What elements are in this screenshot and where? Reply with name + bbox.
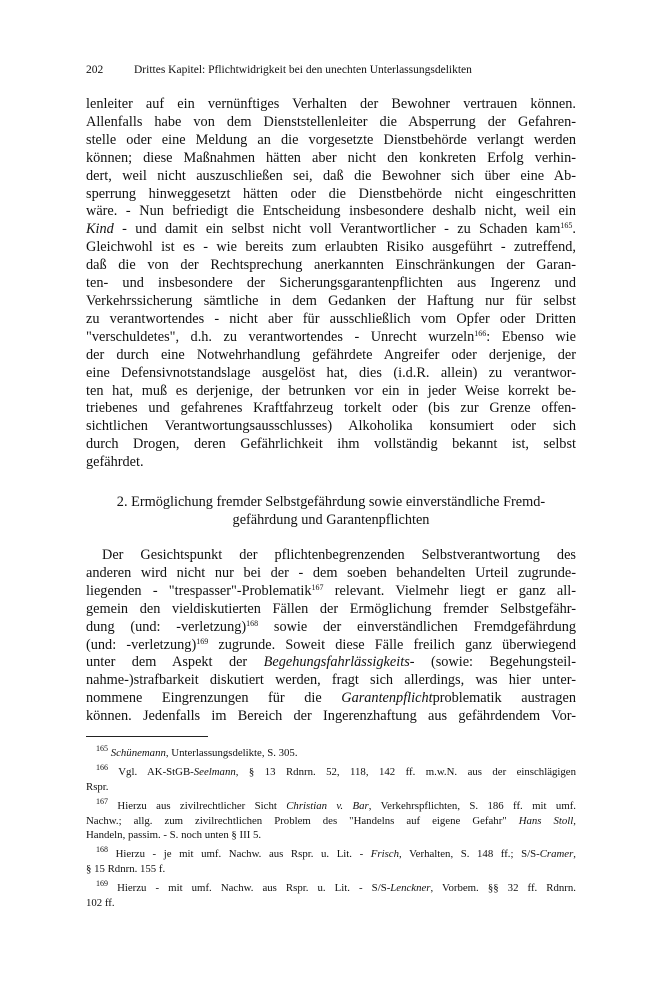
text-line (86, 637, 576, 655)
footnote-author: Schünemann (110, 747, 166, 759)
section-heading (86, 494, 576, 530)
text-line: ten- und insbesondere der Sicherungsgarantenpflichten aus Ingerenz und (86, 275, 576, 292)
text-span: . (572, 221, 576, 238)
footnote-ref-167[interactable]: 167 (311, 582, 324, 592)
text-line (86, 221, 576, 239)
footnote-line: Handeln, passim. - S. noch unten § III 5. (86, 829, 262, 842)
running-header (86, 64, 576, 76)
footnote-166 (86, 765, 576, 794)
text-span: (und: -verletzung) (86, 636, 197, 653)
text-line: Gleichwohl ist es - wie bereits zum erlaubten Risiko ausgeführt - zutreffend, (86, 239, 576, 256)
text-line: Allenfalls habe von dem Dienststellenleiter die Absperrung der Gefahren- (86, 113, 576, 130)
footnote-author: Lenckner (390, 882, 431, 895)
footnote-line: 102 ff. (86, 896, 115, 909)
footnote-text: Nachw.; allg. zum zivilrechtlichen Problem des "Handelns auf eigene Gefahr" (86, 814, 519, 827)
text-span: (sowie: Begehungsteil- (414, 654, 577, 671)
footnote-text: , Vorbem. §§ 32 ff. Rdnrn. (430, 882, 577, 895)
footnote-author: Cramer (539, 848, 574, 861)
text-line: der durch eine Notwehrhandlung gefährdete Angreifer oder derjenige, der (86, 346, 576, 363)
text-line (86, 654, 576, 672)
text-line: stelle oder eine Meldung an die vorgesetzte Dienstbehörde verlangt werden (86, 131, 576, 148)
footnote-author: Seelmann (193, 766, 236, 779)
footnote-line: Rspr. (86, 780, 109, 793)
footnote-number: 168 (96, 845, 108, 855)
text-line: sichtlichen Verantwortungsausschlusses) Alkoholika konsumiert oder sich (86, 418, 576, 435)
text-line: zu verantwortendes - nicht aber für ausschließlich vom Opfer oder Dritten (86, 310, 576, 327)
text-line: können; diese Maßnahmen hätten aber nicht den konkreten Erfolg verhin- (86, 149, 576, 166)
emphasis-kind: Kind (86, 221, 114, 238)
text-span: - und damit ein selbst nicht voll Verantwortlicher - zu Schaden kam (113, 221, 561, 238)
text-line: wäre. - Nun befriedigt die Entscheidung insbesondere deshalb nicht, weil ein (86, 203, 576, 220)
footnote-text: , Verkehrspflichten, S. 186 ff. mit umf. (368, 800, 577, 813)
footnote-text: Hierzu - je mit umf. Nachw. aus Rspr. u. Lit. - (115, 848, 371, 861)
text-line: lenleiter auf ein vernünftiges Verhalten der Bewohner vertrauen können. (86, 96, 576, 112)
text-line: ten hat, muß es derjenige, der betrunken vor ein in jeder Weise korrekt be- (86, 382, 576, 399)
footnote-169 (86, 881, 576, 910)
body-paragraph-2 (86, 547, 576, 726)
text-span: zugrunde. Soweit diese Fälle freilich ganz überwiegend (208, 636, 576, 653)
text-span: nommene Eingrenzungen für die (86, 690, 342, 707)
text-line (86, 583, 576, 601)
text-line: dert, weil nicht auszuschließen sei, daß die Bewohner sich über eine Ab- (86, 167, 576, 184)
footnote-text: , Unterlassungsdelikte, S. 305. (165, 747, 298, 759)
text-line: sperrung hinweggesetzt hätten oder die Dienstbehörde nicht eingeschritten (86, 185, 576, 202)
footnote-divider (86, 736, 208, 737)
footnote-number: 165 (96, 744, 108, 753)
emphasis-begehung: Begehungsfahrlässigkeits- (263, 654, 415, 671)
footnote-text: Vgl. AK-StGB- (118, 766, 194, 779)
text-span: problematik austragen (432, 690, 577, 707)
footnote-line (86, 746, 576, 760)
text-line: Der Gesichtspunkt der pflichtenbegrenzenden Selbstverantwortung des (102, 547, 576, 563)
footnote-ref-169[interactable]: 169 (196, 636, 209, 646)
footnote-168 (86, 847, 576, 876)
text-span: liegenden - "trespasser"-Problematik (86, 582, 312, 599)
footnote-text: , (573, 814, 576, 827)
footnote-text: , (573, 848, 576, 861)
footnote-line: § 15 Rdnrn. 155 f. (86, 862, 166, 875)
body-paragraph-1 (86, 96, 576, 472)
text-span: "verschuldetes", d.h. zu verantwortendes - Unrecht wurzeln (86, 328, 475, 345)
running-title: Drittes Kapitel: Pflichtwidrigkeit bei den unechten Unterlassungsdelikten (134, 64, 472, 76)
text-line: daß die von der Rechtsprechung anerkannten Einschränkungen der Garan- (86, 257, 576, 274)
text-line: nahme-)strafbarkeit diskutiert werden, fragt sich allerdings, was hier unter- (86, 672, 576, 689)
footnote-text: , Verhalten, S. 148 ff.; S/S- (398, 848, 540, 861)
footnote-ref-166[interactable]: 166 (474, 328, 487, 338)
footnote-line (86, 765, 576, 779)
text-span: dung (und: -verletzung) (86, 618, 247, 635)
footnotes (86, 746, 576, 915)
footnote-167 (86, 799, 576, 842)
text-line: durch Drogen, deren Gefährlichkeit ihm vollständig bekannt ist, selbst (86, 436, 576, 453)
footnote-number: 166 (96, 763, 108, 773)
footnote-ref-168[interactable]: 168 (246, 618, 259, 628)
text-line (86, 619, 576, 637)
text-line: gefährdet. (86, 454, 144, 471)
text-line: eine Defensivnotstandslage ausgelöst hat, dies (i.d.R. allein) zu verantwor- (86, 364, 576, 381)
heading-line: 2. Ermöglichung fremder Selbstgefährdung sowie einverständliche Fremd- (116, 494, 546, 510)
footnote-number: 169 (96, 879, 108, 889)
footnote-text: Hierzu aus zivilrechtlicher Sicht (117, 800, 287, 813)
footnote-line (86, 814, 576, 828)
footnote-author: Christian v. Bar (286, 800, 369, 813)
footnote-line (86, 881, 576, 895)
text-line (86, 329, 576, 347)
page-number: 202 (86, 64, 104, 76)
footnote-165 (86, 746, 576, 760)
text-span: relevant. Vielmehr liegt er ganz all- (323, 582, 576, 599)
footnote-text: Hierzu - mit umf. Nachw. aus Rspr. u. Lit. - S/S- (117, 882, 391, 895)
footnote-text: , § 13 Rdnrn. 52, 118, 142 ff. m.w.N. aus der einschlägigen (235, 766, 576, 779)
footnote-author: Frisch (370, 848, 399, 861)
text-span: sowie der einverständlichen Fremdgefährdung (258, 618, 577, 635)
text-line: Verkehrssicherung sämtliche in dem Gedanken der Haftung nur für selbst (86, 292, 576, 309)
heading-line: gefährdung und Garantenpflichten (232, 511, 430, 528)
text-span: unter dem Aspekt der (86, 654, 264, 671)
text-line: triebenes und gefahrenes Kraftfahrzeug torkelt oder (bis zur Grenze offen- (86, 400, 576, 417)
text-line (86, 690, 576, 708)
text-span: : Ebenso wie (486, 328, 576, 345)
footnote-author: Hans Stoll (518, 814, 574, 827)
text-line: anderen wird nicht nur bei der - dem soeben behandelten Urteil zugrunde- (86, 564, 576, 581)
footnote-line (86, 847, 576, 861)
footnote-number: 167 (96, 797, 108, 807)
text-line: gemein den vieldiskutierten Fällen der Ermöglichung fremder Selbstgefähr- (86, 600, 576, 617)
footnote-ref-165[interactable]: 165 (560, 221, 573, 231)
text-line: können. Jedenfalls im Bereich der Ingerenzhaftung aus gefährdendem Vor- (86, 708, 576, 725)
footnote-line (86, 799, 576, 813)
emphasis-garantenpflicht: Garantenpflicht (341, 690, 433, 707)
